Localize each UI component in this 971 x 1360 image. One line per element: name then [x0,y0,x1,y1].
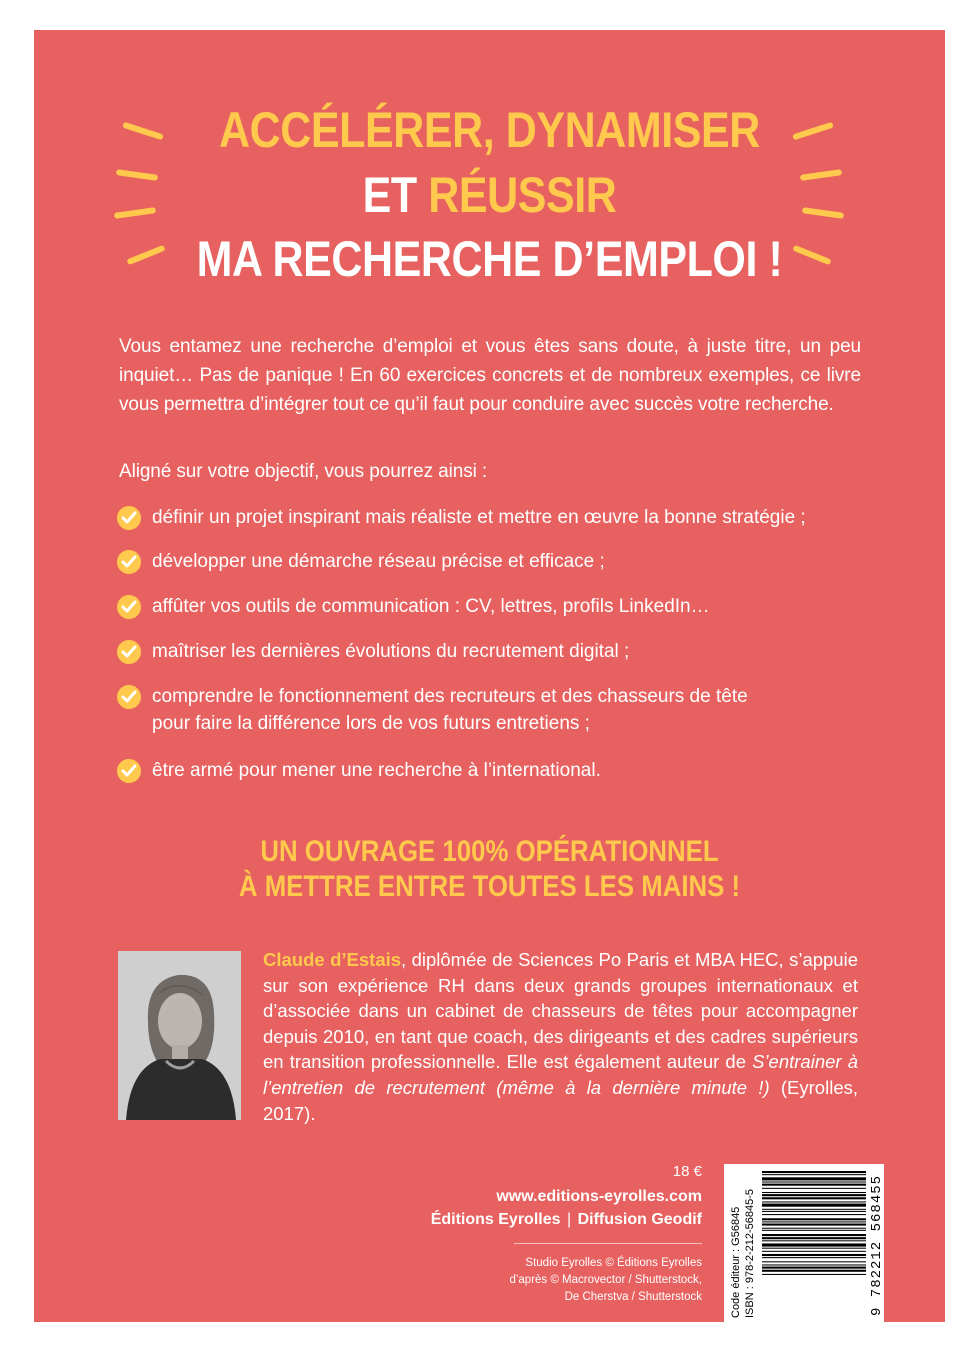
barcode-panel [724,1164,884,1324]
check-circle-icon [117,759,141,783]
price: 18 € [672,1163,702,1180]
publisher-separator: | [566,1211,572,1228]
editor-code: Code éditeur : G56845 [730,1206,742,1318]
headline-line-1: ACCÉLÉRER, DYNAMISER [219,102,760,158]
author-photo [118,951,241,1120]
author-name: Claude d’Estais [263,949,402,970]
barcode [762,1169,870,1319]
check-circle-icon [117,506,141,530]
tagline-line-2: À METTRE ENTRE TOUTES LES MAINS ! [238,870,741,903]
footer-divider [514,1243,702,1244]
bullet-text: maîtriser les dernières évolutions du recrutement digital ; [152,641,630,662]
image-credits [509,1255,702,1306]
bullet-text: être armé pour mener une recherche à l’international. [152,760,601,781]
website-link[interactable]: www.editions-eyrolles.com [496,1188,702,1205]
credit-line: De Cherstva / Shutterstock [564,1291,702,1303]
check-circle-icon [117,685,141,709]
headline-accent: RÉUSSIR [428,167,617,223]
book-title: S’entrainer à l’entretien de recrutement (même à la dernière minute !) [263,1051,858,1098]
headline-line-2 [98,167,881,223]
check-circle-icon [117,595,141,619]
check-circle-icon [117,550,141,574]
tagline-line-1: UN OUVRAGE 100% OPÉRATIONNEL [260,835,719,868]
publisher-line [431,1211,702,1229]
distributor-name: Diffusion Geodif [577,1211,702,1228]
headline-line-3: MA RECHERCHE D’EMPLOI ! [196,231,783,287]
bio-text-2: (Eyrolles, 2017). [263,1076,858,1124]
bullet-text: définir un projet inspirant mais réaliste et mettre en œuvre la bonne stratégie ; [152,507,806,528]
credit-line: d’après © Macrovector / Shutterstock, [509,1274,702,1286]
bullet-text: comprendre le fonctionnement des recruteurs et des chasseurs de tête pour faire la différence lors de vos futurs entretiens ; [152,686,748,734]
bio-text-1: , diplômée de Sciences Po Paris et MBA HEC, s’appuie sur son expérience RH dans deux grands groupes internationaux et d’associée dans un cabinet de chasseurs de têtes pour accompagner depuis 2010, en tant que coach, des dirigeants et des cadres supérieurs en transition professionnelle. Elle est également auteur de [263,949,858,1073]
bullet-text: affûter vos outils de communication : CV, lettres, profils LinkedIn… [152,596,710,617]
bullet-text: développer une démarche réseau précise et efficace ; [152,551,605,572]
publisher-name: Éditions Eyrolles [430,1211,561,1228]
author-bio [263,947,858,1126]
check-circle-icon [117,640,141,664]
credit-line: Studio Eyrolles © Éditions Eyrolles [525,1257,702,1269]
headline-prefix: ET [362,167,417,223]
back-cover [34,30,945,1322]
intro-paragraph: Vous entamez une recherche d’emploi et vous êtes sans doute, à juste titre, un peu inquiet… Pas de panique ! En 60 exercices concrets et de nombreux exemples, ce livre vous permettra d’intégrer tout ce qu’il faut pour conduire avec succès votre recherche. [119,336,861,415]
intro-lead: Aligné sur votre objectif, vous pourrez ainsi : [119,461,488,482]
isbn-text: ISBN : 978-2-212-56845-5 [744,1188,756,1318]
barcode-digits: 9 782212 568455 [869,1174,885,1316]
